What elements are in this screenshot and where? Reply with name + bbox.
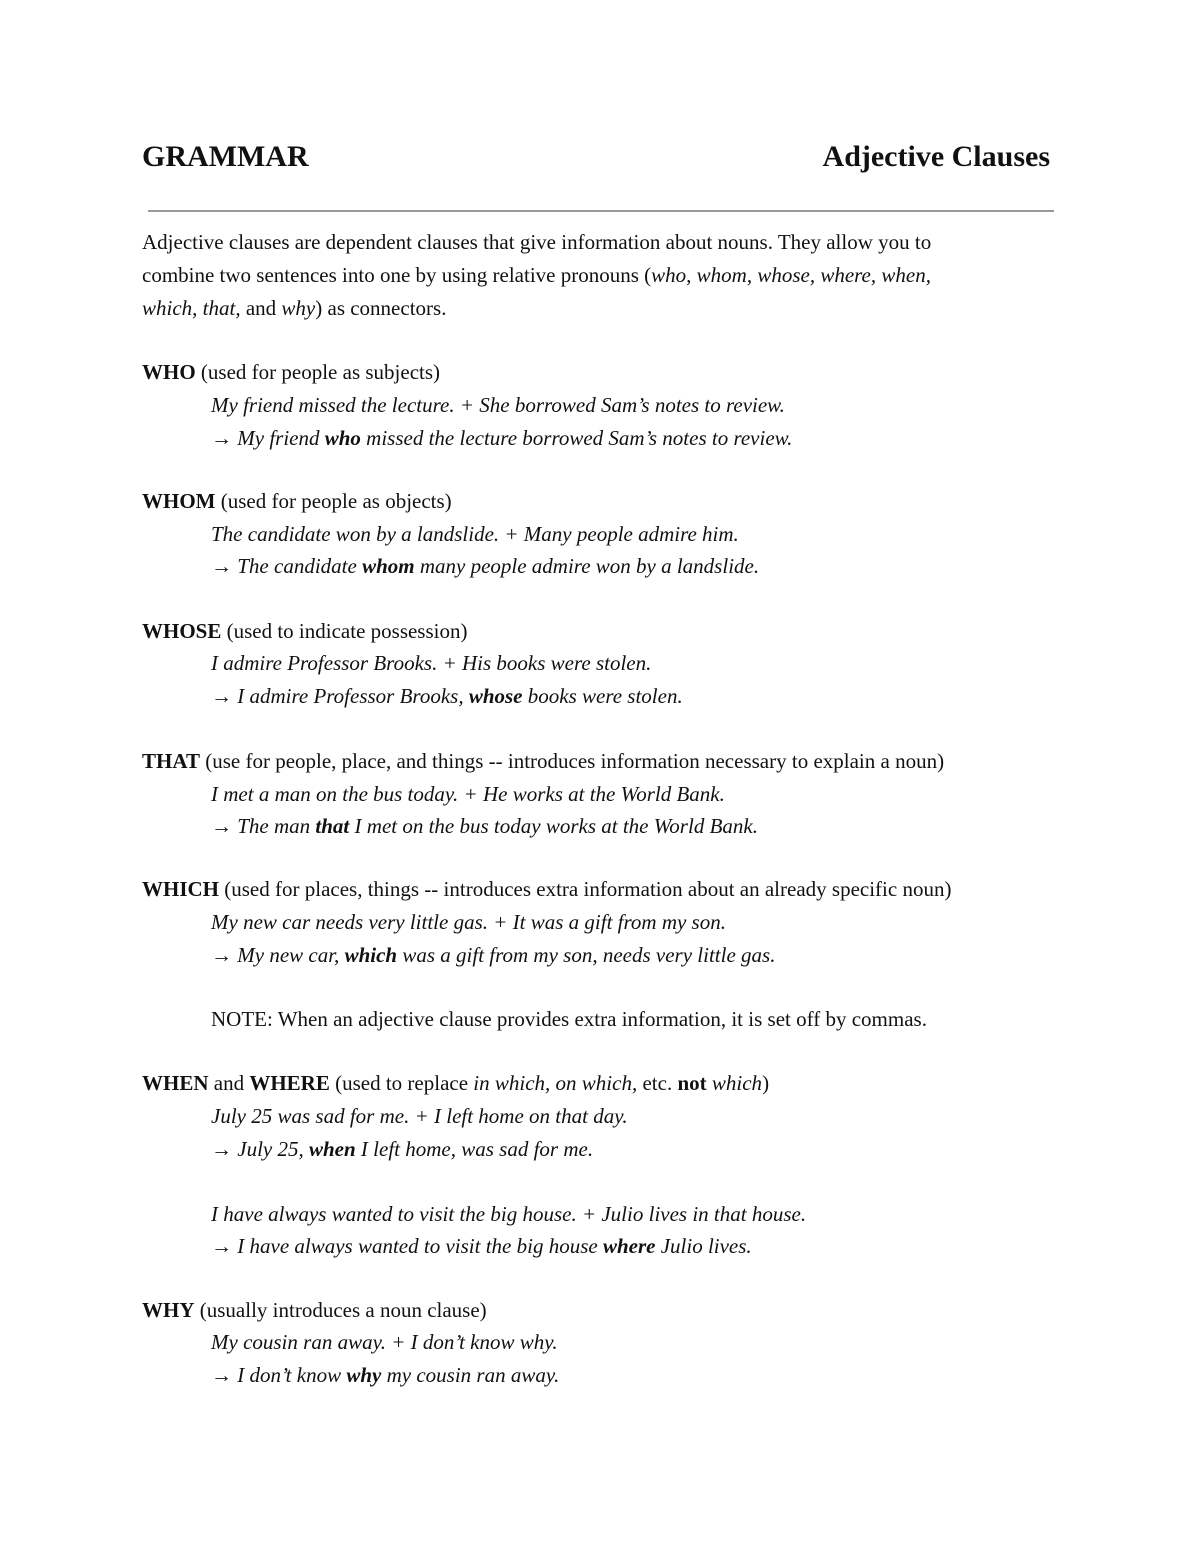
example-sentences <box>211 520 739 548</box>
section-title: WHEN <box>142 1071 209 1095</box>
example-text: → I have always wanted to visit the big house <box>211 1234 603 1258</box>
section-title: WHY <box>142 1298 195 1322</box>
section-title: THAT <box>142 749 200 773</box>
example-text: → The candidate <box>211 554 363 578</box>
example-text: I left home, was sad for me. <box>355 1137 594 1161</box>
example-combined <box>211 812 758 840</box>
section-description: ) <box>762 1071 770 1095</box>
section-title: WHOSE <box>142 619 222 643</box>
note-text <box>211 1005 927 1033</box>
example-sentences <box>211 391 785 419</box>
example-sentences <box>211 649 651 677</box>
example-text: missed the lecture borrowed Sam’s notes to review. <box>360 426 793 450</box>
relative-pronoun: whose <box>468 684 523 708</box>
example-combined <box>211 552 759 580</box>
section-which-heading <box>142 875 951 903</box>
section-whom-heading <box>142 487 452 515</box>
intro-text: combine two sentences into one by using relative pronouns ( <box>142 263 652 287</box>
section-description: (used for people as subjects) <box>195 360 441 384</box>
note: NOTE: When an adjective clause provides extra information, it is set off by commas. <box>211 1007 927 1031</box>
example-text: July 25 was sad for me. + I left home on that day. <box>211 1104 628 1128</box>
section-title: WHERE <box>249 1071 330 1095</box>
example-text: → July 25, <box>211 1137 309 1161</box>
example-sentences <box>211 1328 558 1356</box>
section-title: WHO <box>142 360 196 384</box>
example-text: I met on the bus today works at the World Bank. <box>349 814 758 838</box>
section-who-heading <box>142 358 440 386</box>
example-combined <box>211 424 792 452</box>
example-text: books were stolen. <box>522 684 683 708</box>
example-text: → My new car, <box>211 943 345 967</box>
example-text: I admire Professor Brooks. + His books were stolen. <box>211 651 652 675</box>
example-sentences <box>211 780 725 808</box>
relative-pronoun: when <box>308 1137 356 1161</box>
example-text: → I don’t know <box>211 1363 347 1387</box>
example-sentences <box>211 1102 628 1130</box>
section-description: (used to indicate possession) <box>221 619 468 643</box>
section-title: WHICH <box>142 877 220 901</box>
page-header <box>142 140 1050 190</box>
intro-pronoun-why: why <box>281 296 316 320</box>
section-description: (usually introduces a noun clause) <box>194 1298 487 1322</box>
example-combined <box>211 1135 593 1163</box>
example-text: My cousin ran away. + I don’t know why. <box>211 1330 558 1354</box>
section-when-where-heading <box>142 1069 769 1097</box>
example-text: Julio lives. <box>655 1234 752 1258</box>
example-text: my cousin ran away. <box>381 1363 560 1387</box>
example-combined <box>211 1232 752 1260</box>
relative-pronoun: which <box>344 943 398 967</box>
relative-pronoun: that <box>315 814 350 838</box>
example-text: My friend missed the lecture. + She borrowed Sam’s notes to review. <box>211 393 785 417</box>
example-sentences <box>211 908 726 936</box>
example-text: → My friend <box>211 426 325 450</box>
section-description: in which, on which, <box>473 1071 638 1095</box>
example-text: The candidate won by a landslide. + Many people admire him. <box>211 522 739 546</box>
relative-pronoun: where <box>602 1234 656 1258</box>
section-that-heading <box>142 747 944 775</box>
section-whose-heading <box>142 617 467 645</box>
section-description: not <box>677 1071 707 1095</box>
section-description: which <box>711 1071 763 1095</box>
example-combined <box>211 682 683 710</box>
section-description: (used for people as objects) <box>215 489 452 513</box>
relative-pronoun: who <box>324 426 361 450</box>
intro-text: ) as connectors. <box>315 296 447 320</box>
intro-line-3 <box>142 294 446 322</box>
example-text: I have always wanted to visit the big house. + Julio lives in that house. <box>211 1202 807 1226</box>
section-title: WHOM <box>142 489 216 513</box>
intro-line-1 <box>142 228 931 256</box>
example-combined <box>211 1361 559 1389</box>
intro-line-2 <box>142 261 931 289</box>
section-description: and <box>208 1071 250 1095</box>
section-why-heading <box>142 1296 487 1324</box>
example-text: many people admire won by a landslide. <box>414 554 760 578</box>
subject-title: GRAMMAR <box>142 140 309 173</box>
relative-pronoun: whom <box>362 554 415 578</box>
example-text: My new car needs very little gas. + It was a gift from my son. <box>211 910 726 934</box>
example-sentences <box>211 1200 806 1228</box>
header-divider <box>148 210 1054 212</box>
topic-title: Adjective Clauses <box>822 140 1050 173</box>
example-text: → I admire Professor Brooks, <box>211 684 469 708</box>
intro-pronoun-list: which, that, <box>142 296 241 320</box>
intro-text: Adjective clauses are dependent clauses that give information about nouns. They allow you to <box>142 230 932 254</box>
section-description: (used to replace <box>329 1071 474 1095</box>
section-description: (used for places, things -- introduces extra information about an already specific noun) <box>219 877 952 901</box>
example-text: → The man <box>211 814 316 838</box>
example-combined <box>211 941 775 969</box>
example-text: was a gift from my son, needs very little gas. <box>397 943 776 967</box>
section-description: etc. <box>637 1071 678 1095</box>
example-text: I met a man on the bus today. + He works at the World Bank. <box>211 782 725 806</box>
section-description: (use for people, place, and things -- introduces information necessary to explain a noun) <box>199 749 945 773</box>
intro-pronoun-list: who, whom, whose, where, when, <box>651 263 931 287</box>
relative-pronoun: why <box>346 1363 382 1387</box>
intro-text: and <box>240 296 282 320</box>
